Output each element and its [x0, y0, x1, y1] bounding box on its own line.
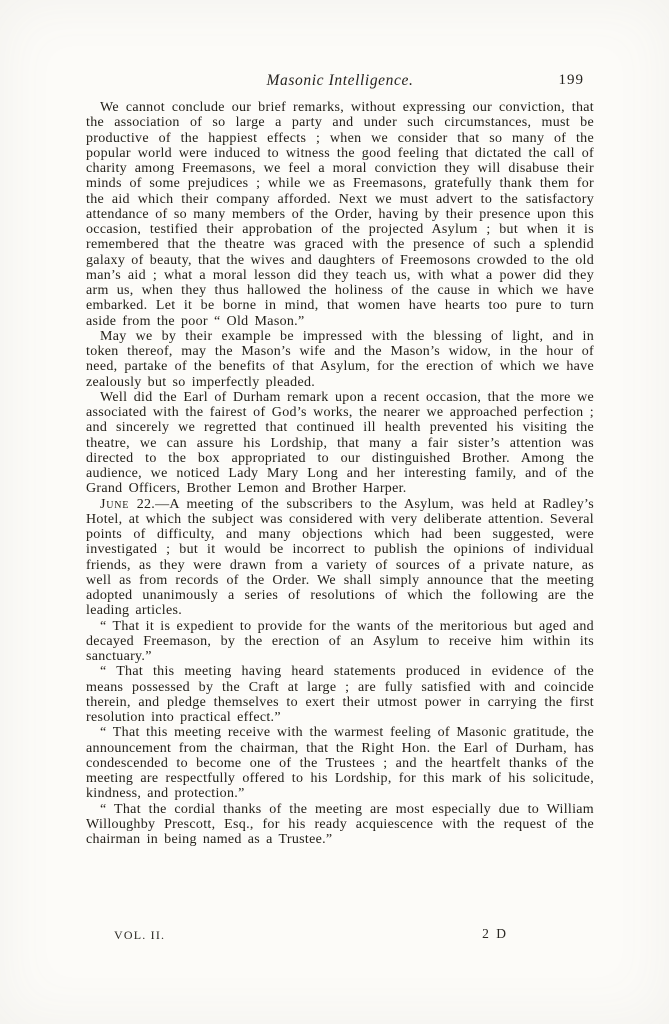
resolution-4: “ That the cordial thanks of the meeting are most especially due to William Willoughby Prescott, Esq., for his ready acquiescence with the request of the chairman in being named as a Trustee.” — [86, 801, 594, 847]
volume-label: VOL. II. — [114, 928, 166, 942]
resolution-3: “ That this meeting receive with the warmest feeling of Masonic gratitude, the announcement from the chairman, that the Right Hon. the Earl of Durham, has condescended to become one of the Trustees ; and the heartfelt thanks of the meeting are respectfully offered to his Lordship, for this mark of his solicitude, kindness, and protection.” — [86, 725, 594, 802]
running-title: Masonic Intelligence. — [266, 72, 414, 89]
page-number: 199 — [558, 72, 584, 88]
paragraph-conclusion-remarks: We cannot conclude our brief remarks, without expressing our conviction, that the association of so large a party and under such circumstances, must be productive of the happiest effects ; when we consider that so many of the popular world were induced to witness the good feeling that dictated the call of charity among Freemasons, we feel a moral conviction they will disabuse their minds of some prejudices ; while we as Freemasons, gratefully thank them for the aid which their company afforded. Next we must advert to the satisfactory attendance of so many members of the Order, having by their presence upon this occasion, testified their approbation of the projected Asylum ; but when it is remembered that the theatre was graced with the presence of such a splendid galaxy of beauty, that the wives and daughters of Freemosons crowded to the old man’s aid ; what a moral lesson did they teach us, with what a power did they arm us, when they thus hallowed the holiness of the cause in which we have embarked. Let it be borne in mind, that women have hearts too pure to turn aside from the poor “ Old Mason.” — [86, 100, 594, 329]
body-text — [86, 100, 594, 847]
paragraph-june-meeting — [86, 497, 594, 619]
date-smallcaps: June — [100, 496, 130, 512]
printer-signature-mark: 2 D — [482, 926, 508, 941]
paragraph-blessing-of-light: May we by their example be impressed with the blessing of light, and in token thereof, may the Mason’s wife and the Mason’s widow, in the hour of need, partake of the benefits of that Asylum, for the erection of which we have zealously but so imperfectly pleaded. — [86, 328, 594, 390]
paragraph-earl-of-durham: Well did the Earl of Durham remark upon a recent occasion, that the more we associated with the fairest of God’s works, the nearer we approached perfection ; and sincerely we regretted that continued ill health prevented his visiting the theatre, we can assure his Lordship, that many a fair sister’s attention was directed to the box appropriated to our distinguished Brother. Among the audience, we noticed Lady Mary Long and her interesting family, and of the Grand Officers, Brother Lemon and Brother Harper. — [86, 389, 594, 497]
resolution-2: “ That this meeting having heard statements produced in evidence of the means possessed by the Craft at large ; are fully satisfied with and coincide therein, and pledge themselves to exert their utmost power in carrying the first resolution into practical effect.” — [86, 664, 594, 725]
paragraph-june-meeting-text: 22.—A meeting of the subscribers to the Asylum, was held at Radley’s Hotel, at which the subject was considered with very deliberate attention. Several points of difficulty, and many objections which had been suggested, were investigated ; but it would be incorrect to publish the opinions of individual friends, as they were drawn from a variety of sources of a private nature, as well as from records of the Order. We shall simply announce that the meeting adopted unanimously a series of resolutions of which the following are the leading articles. — [86, 496, 594, 619]
resolution-1: “ That it is expedient to provide for the wants of the meritorious but aged and decayed Freemason, by the erection of an Asylum to receive him within its sanctuary.” — [86, 618, 594, 664]
running-head — [86, 72, 594, 92]
page-footer — [86, 926, 594, 944]
